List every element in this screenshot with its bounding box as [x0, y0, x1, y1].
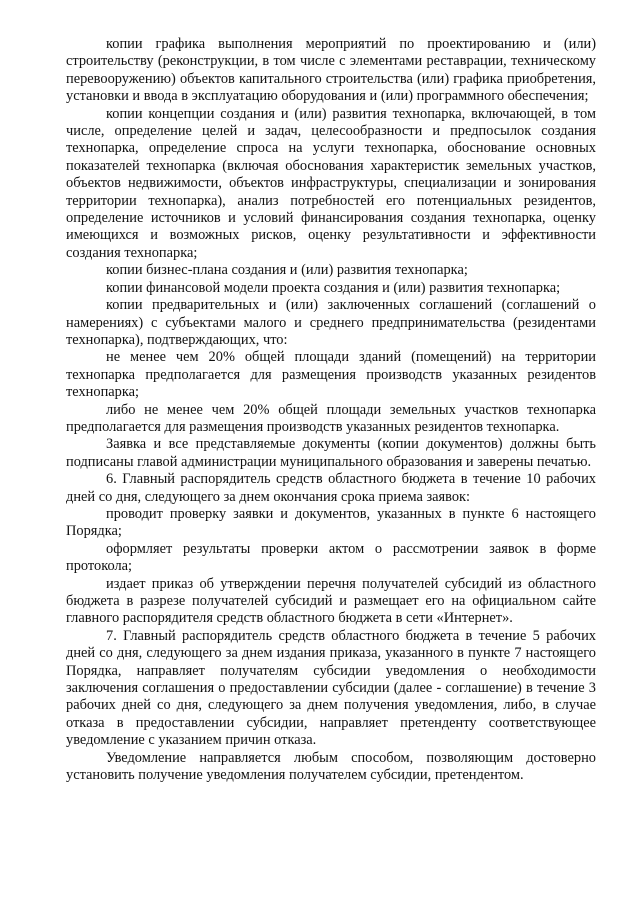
paragraph-signature-requirement: Заявка и все представляемые документы (копии документов) должны быть подписаны главой администрации муниципального образования и заверены печатью. [66, 436, 596, 470]
paragraph-protocol: оформляет результаты проверки актом о рассмотрении заявок в форме протокола; [66, 540, 596, 575]
paragraph-clause-6: 6. Главный распорядитель средств областного бюджета в течение 10 рабочих дней со дня, следующего за днем окончания срока приема заявок: [66, 471, 596, 505]
paragraph-business-plan-copies: копии бизнес-плана создания и (или) развития технопарка; [106, 262, 468, 279]
paragraph-building-area-condition: не менее чем 20% общей площади зданий (помещений) на территории технопарка предполагается для размещения производств указанных резидентов технопарка; [66, 349, 596, 401]
paragraph-verification: проводит проверку заявки и документов, указанных в пункте 6 настоящего Порядка; [66, 505, 596, 540]
paragraph-order: издает приказ об утверждении перечня получателей субсидий из областного бюджета в разрезе получателей субсидий и размещает его на официальном сайте главного распорядителя средств областного бюджета в сети «Интернет». [66, 575, 596, 627]
paragraph-schedule-copies: копии графика выполнения мероприятий по проектированию и (или) строительству (реконструкции, в том числе с элементами реставрации, техническому перевооружению) объектов капитального строительства (или) графика приобретения, установки и ввода в эксплуатацию оборудования и (или) программного обеспечения; [66, 36, 596, 105]
paragraph-notification-method: Уведомление направляется любым способом, позволяющим достоверно установить получение уведомления получателем субсидии, претендентом. [66, 749, 596, 784]
paragraph-agreements-copies: копии предварительных и (или) заключенных соглашений (соглашений о намерениях) с субъектами малого и среднего предпринимательства (резидентами технопарка), подтверждающих, что: [66, 297, 596, 348]
paragraph-clause-7: 7. Главный распорядитель средств областного бюджета в течение 5 рабочих дней со дня, следующего за днем издания приказа, указанного в пункте 7 настоящего Порядка, направляет получателям субсидии уведомления о необходимости заключения соглашения о предоставлении субсидии (далее - соглашение) в течение 3 рабочих дней со дня, следующего за днем получения уведомления, либо, в случае отказа в предоставлении субсидии, направляет претенденту соответствующее уведомление с указанием причин отказа. [66, 627, 596, 749]
paragraph-financial-model-copies: копии финансовой модели проекта создания и (или) развития технопарка; [106, 279, 561, 296]
paragraph-land-area-condition: либо не менее чем 20% общей площади земельных участков технопарка предполагается для размещения производств указанных резидентов технопарка. [66, 401, 596, 435]
paragraph-concept-copies: копии концепции создания и (или) развития технопарка, включающей, в том числе, определение целей и задач, целесообразности и предпосылок создания технопарка, определение спроса на услуги технопарка, обоснование основных показателей технопарка (включая обоснования характеристик земельных участков, объектов недвижимости, объектов инфраструктуры, специализации и зонирования территории технопарка), анализ потребностей его потенциальных резидентов, определение источников и условий финансирования создания технопарка, оценку имеющихся и возможных рисков, оценку результативности и эффективности создания технопарка; [66, 105, 596, 261]
